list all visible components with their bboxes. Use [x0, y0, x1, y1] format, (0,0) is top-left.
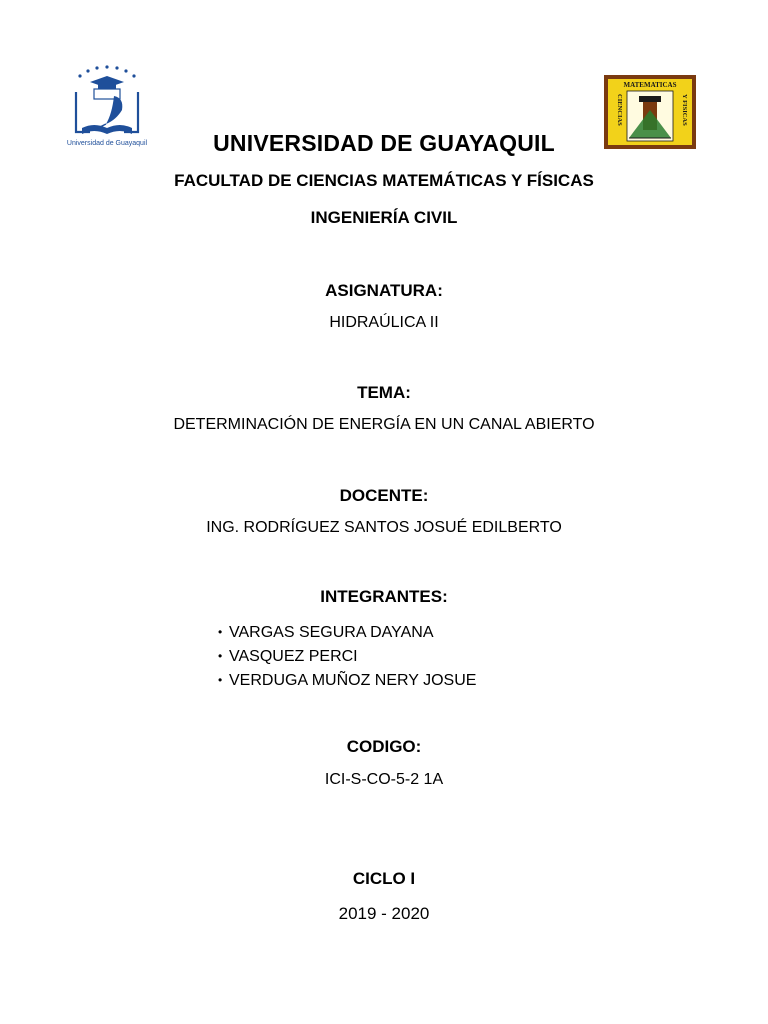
member-name: VERDUGA MUÑOZ NERY JOSUE — [229, 672, 477, 689]
member-name: VARGAS SEGURA DAYANA — [229, 624, 434, 641]
topic-value: DETERMINACIÓN DE ENERGÍA EN UN CANAL ABIERTO — [173, 416, 595, 433]
list-item — [218, 622, 476, 646]
topic-label: TEMA: — [357, 383, 411, 402]
list-item — [218, 670, 476, 694]
university-logo-caption: Universidad de Guayaquil — [66, 140, 148, 147]
members-label: INTEGRANTES: — [320, 587, 448, 606]
subject-value: HIDRAÚLICA II — [329, 314, 439, 331]
faculty-logo-top-label: MATEMATICAS — [623, 81, 677, 89]
cycle-value: 2019 - 2020 — [338, 904, 430, 923]
faculty-logo-right-label: Y FISICAS — [681, 94, 688, 126]
career-name: INGENIERÍA CIVIL — [310, 208, 458, 227]
cycle-label: CICLO I — [352, 869, 416, 888]
teacher-label: DOCENTE: — [339, 486, 429, 505]
faculty-logo-left-label: CIENCIAS — [616, 94, 623, 126]
teacher-value: ING. RODRÍGUEZ SANTOS JOSUÉ EDILBERTO — [206, 519, 562, 536]
code-label: CODIGO: — [346, 737, 422, 756]
code-value: ICI-S-CO-5-2 1A — [324, 771, 444, 788]
member-name: VASQUEZ PERCI — [229, 648, 358, 665]
faculty-name: FACULTAD DE CIENCIAS MATEMÁTICAS Y FÍSICAS — [174, 171, 594, 190]
subject-label: ASIGNATURA: — [325, 281, 443, 300]
bullet-icon: • — [218, 625, 223, 639]
bullet-icon: • — [218, 649, 223, 663]
members-list — [218, 622, 476, 694]
list-item — [218, 646, 476, 670]
bullet-icon: • — [218, 673, 223, 687]
university-name: UNIVERSIDAD DE GUAYAQUIL — [213, 130, 555, 156]
